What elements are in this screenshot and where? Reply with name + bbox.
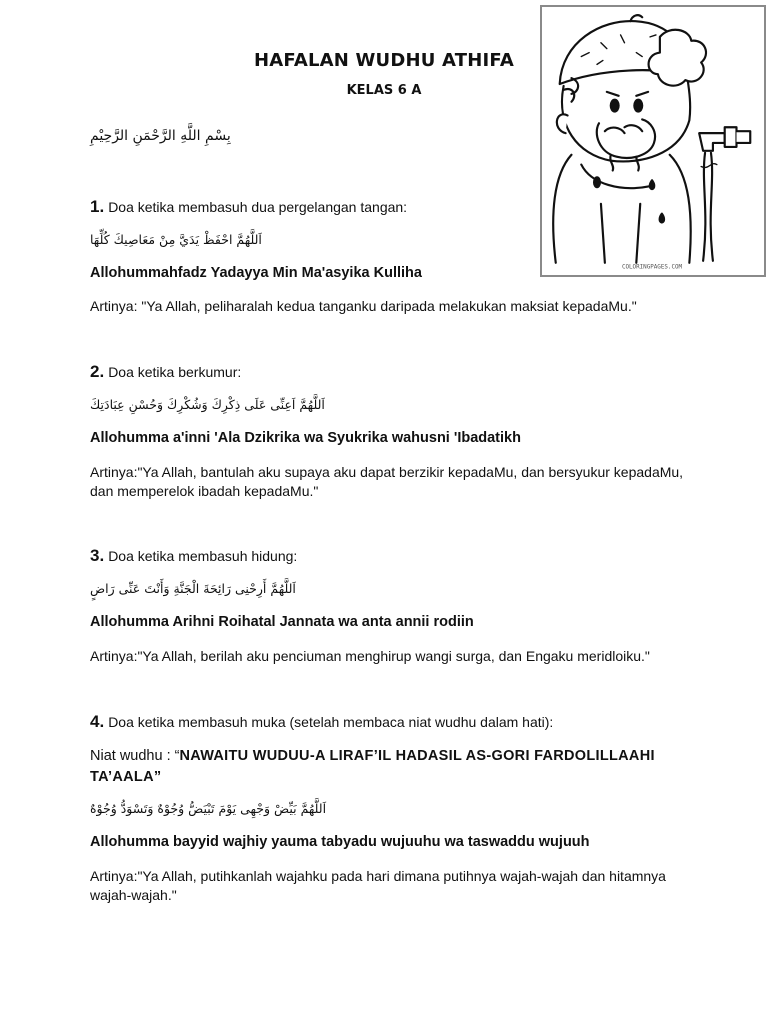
section-4-arabic: اَللَّهُمَّ بَيِّضْ وَجْهِى يَوْمَ تَبْيَضُّ وُجُوْهٌ وَتَسْوَدُّ وُجُوْهٌ bbox=[90, 801, 327, 816]
niat-prefix: Niat wudhu : “ bbox=[90, 748, 180, 764]
section-1-arabic: اَللَّهُمَّ احْفَظْ يَدَيَّ مِنْ مَعَاصِيكَ كُلِّهَا bbox=[90, 232, 262, 247]
section-3-meaning: Artinya:"Ya Allah, berilah aku penciuman menghirup wangi surga, dan Engaku meridloiku." bbox=[90, 648, 650, 664]
section-2-arabic: اَللَّهُمَّ اَعِنِّى عَلَى ذِكْرِكَ وَشُكْرِكَ وَحُسْنِ عِبَادَتِكَ bbox=[90, 397, 325, 412]
section-number: 2. bbox=[90, 362, 105, 381]
section-1-latin: Allohummahfadz Yadayya Min Ma'asyika Kulliha bbox=[90, 265, 422, 281]
section-number: 4. bbox=[90, 712, 105, 731]
section-2-meaning: Artinya:"Ya Allah, bantulah aku supaya aku dapat berzikir kepadaMu, dan bersyukur kepadaMu, dan memperelok ibadah kepadaMu." bbox=[90, 464, 684, 499]
section-2-heading bbox=[90, 362, 241, 382]
illustration-caption: COLORINGPAGES.COM bbox=[621, 264, 683, 271]
section-1-heading bbox=[90, 197, 407, 217]
section-heading-text: Doa ketika membasuh hidung: bbox=[108, 548, 298, 564]
section-2-latin: Allohumma a'inni 'Ala Dzikrika wa Syukrika wahusni 'Ibadatikh bbox=[90, 430, 521, 446]
section-4-heading bbox=[90, 712, 553, 732]
document-subtitle: KELAS 6 A bbox=[346, 83, 422, 98]
section-number: 3. bbox=[90, 546, 105, 565]
wudhu-illustration bbox=[540, 5, 766, 277]
document-title: HAFALAN WUDHU ATHIFA bbox=[254, 50, 514, 71]
section-heading-text: Doa ketika membasuh dua pergelangan tangan: bbox=[108, 199, 408, 215]
child-washing-face-icon bbox=[542, 7, 764, 275]
section-3-arabic: اَللَّهُمَّ أَرِحْنِى رَائِحَةَ الْجَنَّةِ وَأَنْتَ عَنِّى رَاضٍ bbox=[90, 581, 296, 596]
section-number: 1. bbox=[90, 197, 105, 216]
section-heading-text: Doa ketika membasuh muka (setelah membaca niat wudhu dalam hati): bbox=[108, 714, 554, 730]
section-3-latin: Allohumma Arihni Roihatal Jannata wa anta annii rodiin bbox=[90, 614, 474, 630]
section-3-heading bbox=[90, 546, 297, 566]
section-4-meaning: Artinya:"Ya Allah, putihkanlah wajahku pada hari dimana putihnya wajah-wajah dan hitamnya wajah-wajah." bbox=[90, 868, 666, 903]
section-1-meaning: Artinya: "Ya Allah, peliharalah kedua tanganku daripada melakukan maksiat kepadaMu." bbox=[90, 298, 637, 314]
section-heading-text: Doa ketika berkumur: bbox=[108, 364, 242, 380]
section-4-latin: Allohumma bayyid wajhiy yauma tabyadu wujuuhu wa taswaddu wujuuh bbox=[90, 834, 590, 850]
basmala-text: بِسْمِ اللَّهِ الرَّحْمَنِ الرَّحِيْمِ bbox=[90, 128, 231, 144]
niat-wudhu bbox=[90, 746, 690, 788]
niat-text: NAWAITU WUDUU-A LIRAF’IL HADASIL AS-GORI FARDOLILLAAHI TA’AALA” bbox=[90, 748, 655, 785]
